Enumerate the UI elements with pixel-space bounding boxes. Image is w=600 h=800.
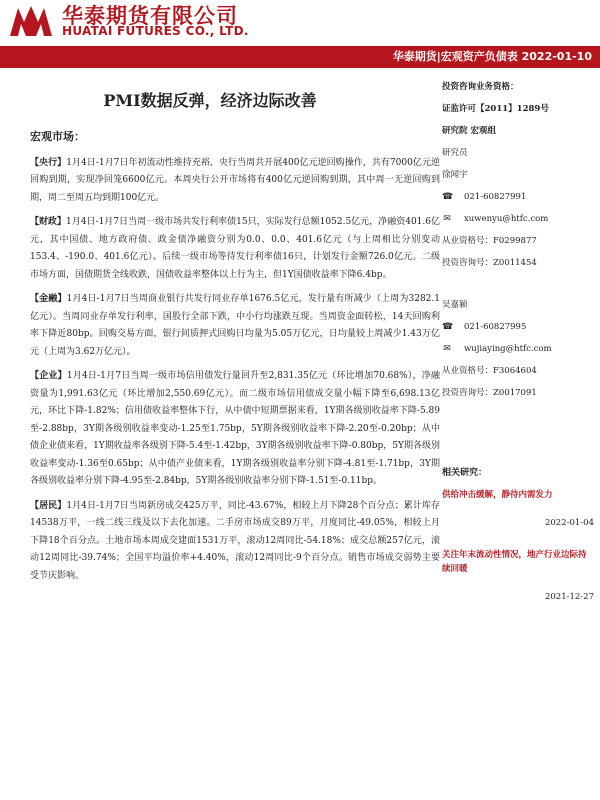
- email-icon: ✉: [443, 214, 451, 224]
- analyst-phone: [442, 186, 594, 208]
- paragraph-fiscal: [30, 214, 440, 284]
- related-research-link[interactable]: 供给冲击缓解，静待内需发力: [442, 490, 553, 500]
- report-body: [30, 128, 440, 592]
- email-address[interactable]: xuwenyu@htfc.com: [464, 214, 549, 224]
- paragraph-central-bank: [30, 155, 440, 208]
- brand-name-en: HUATAI FUTURES CO., LTD.: [62, 24, 249, 38]
- analyst-name: 吴嘉颖: [442, 300, 468, 310]
- paragraph-tag: 【央行】: [30, 157, 67, 168]
- paragraph-text: 1月4日-1月7日当周一级市场共发行利率债15只，实际发行总额1052.5亿元，净融资401.6亿元，其中国债、地方政府债、政金债净融资分别为0.0、0.0、401.6亿元（与上周相比分别变动153.4、-190.0、401.6亿元）。后续一级市场等待发行利率债16只，计划发行金额726.0亿元。二级市场方面，国债期货全线收跌，国债收益率整体以上行为主，但1Y国债收益率下降6.4bp。: [30, 217, 440, 280]
- department: 研究院 宏观组: [442, 126, 496, 136]
- paragraph-text: 1月4日-1月7日当周商业银行共发行同业存单1676.5亿元，发行量有所减少（上周为3282.1亿元）。当周同业存单发行利率，国股行全部下跌，中小行均涨跌互现。当周资金面转松，14天回购利率下降近80bp。回购交易方面，银行间质押式回购日均量为5.05万亿元，日均量较上周减少1.43万亿元（上周为3.62万亿元）。: [30, 294, 440, 357]
- report-banner: [0, 46, 600, 68]
- qualification-label: 投资咨询业务资格：: [442, 82, 519, 92]
- paragraph-text: 1月4日-1月7日当周一级市场信用债发行量回升至2,831.35亿元（环比增加70.68%），净融资量为1,991.63亿元（环比增加2,550.69亿元）。而二级市场信用债成交量小幅下降至6,698.13亿元，环比下降-1.82%；信用债收益率整体下行，从中债中短期票据来看，1Y期各级别收益率下降-5.89至-2.88bp，3Y期各级别收益率变动-1.25至1.75bp，5Y期各级别收益率下降-2.20至-0.20bp；从中债企业债来看，1Y期收益率各级别下降-5.4至-1.42bp，3Y期各级别收益率下降-0.80bp，5Y期各级别收益率变动-1.36至0.65bp；从中债产业债来看，1Y期各级别收益率分别下降-4.81至-1.71bp，3Y期各级别收益率分别下降-4.95至-2.84bp，5Y期各级别收益率分别下降-1.51至-0.11bp。: [30, 371, 440, 486]
- brand-name-cn: 华泰期货有限公司: [62, 4, 238, 28]
- related-research-link[interactable]: 关注年末流动性情况，地产行业边际持续回暖: [442, 550, 587, 574]
- paragraph-tag: 【财政】: [30, 217, 67, 227]
- report-title: PMI数据反弹，经济边际改善: [103, 91, 317, 110]
- sidebar: [442, 76, 594, 608]
- related-research-date: 2022-01-04: [544, 518, 594, 528]
- paragraph-finance: [30, 291, 440, 361]
- analyst-name: 徐闻宇: [442, 170, 468, 180]
- analyst-role: 研究员: [442, 148, 468, 158]
- section-heading: 宏观市场：: [30, 130, 85, 143]
- paragraph-text: 1月4日-1月7日年初流动性维持充裕，央行当周共开展400亿元逆回购操作，共有7000亿元逆回购到期，实现净回笼6600亿元。本周央行公开市场将有400亿元逆回购到期，其中周一无逆回购到期，周二至周五均到期100亿元。: [30, 157, 440, 203]
- email-address[interactable]: wujiaying@htfc.com: [464, 344, 552, 354]
- paragraph-tag: 【居民】: [30, 500, 67, 511]
- email-icon: ✉: [443, 344, 451, 354]
- phone-number: 021-60827995: [464, 322, 527, 332]
- header: [0, 0, 600, 44]
- phone-icon: ☎: [442, 192, 454, 202]
- paragraph-tag: 【企业】: [30, 371, 67, 381]
- phone-number: 021-60827991: [464, 192, 527, 202]
- paragraph-enterprise: [30, 368, 440, 491]
- analyst-phone: [442, 316, 594, 338]
- related-research-date: 2021-12-27: [544, 592, 594, 602]
- analyst-cert: 从业资格号：F3064604: [442, 366, 537, 376]
- related-research-label: 相关研究：: [442, 468, 488, 478]
- license-number: 证监许可【2011】1289号: [442, 104, 549, 114]
- paragraph-text: 1月4日-1月7日当周新房成交425万平，同比-43.67%，相较上月下降28个百分点；累计库存14538万平，一线二线三线及以下去化加速。二手房市场成交89万平，月度同比-49.05%，相较上月下降18个百分点。土地市场本周成交建面1531万平，滚动12周同比-54.18%；成交总额257亿元，滚动12周同比-39.74%；全国平均溢价率+4.40%，滚动12周同比-9个百分点。销售市场成交弱势主要受节庆影响。: [30, 500, 440, 581]
- analyst-invest: 投资咨询号：Z0017091: [442, 388, 537, 398]
- analyst-invest: 投资咨询号：Z0011454: [442, 258, 537, 268]
- phone-icon: ☎: [442, 322, 454, 332]
- huatai-logo-icon: [8, 4, 54, 38]
- paragraph-household: [30, 498, 440, 586]
- banner-text: 华泰期货|宏观资产负债表 2022-01-10: [392, 50, 592, 63]
- analyst-email[interactable]: [442, 208, 594, 230]
- analyst-cert: 从业资格号：F0299877: [442, 236, 537, 246]
- paragraph-tag: 【金融】: [30, 294, 67, 304]
- analyst-email[interactable]: [442, 338, 594, 360]
